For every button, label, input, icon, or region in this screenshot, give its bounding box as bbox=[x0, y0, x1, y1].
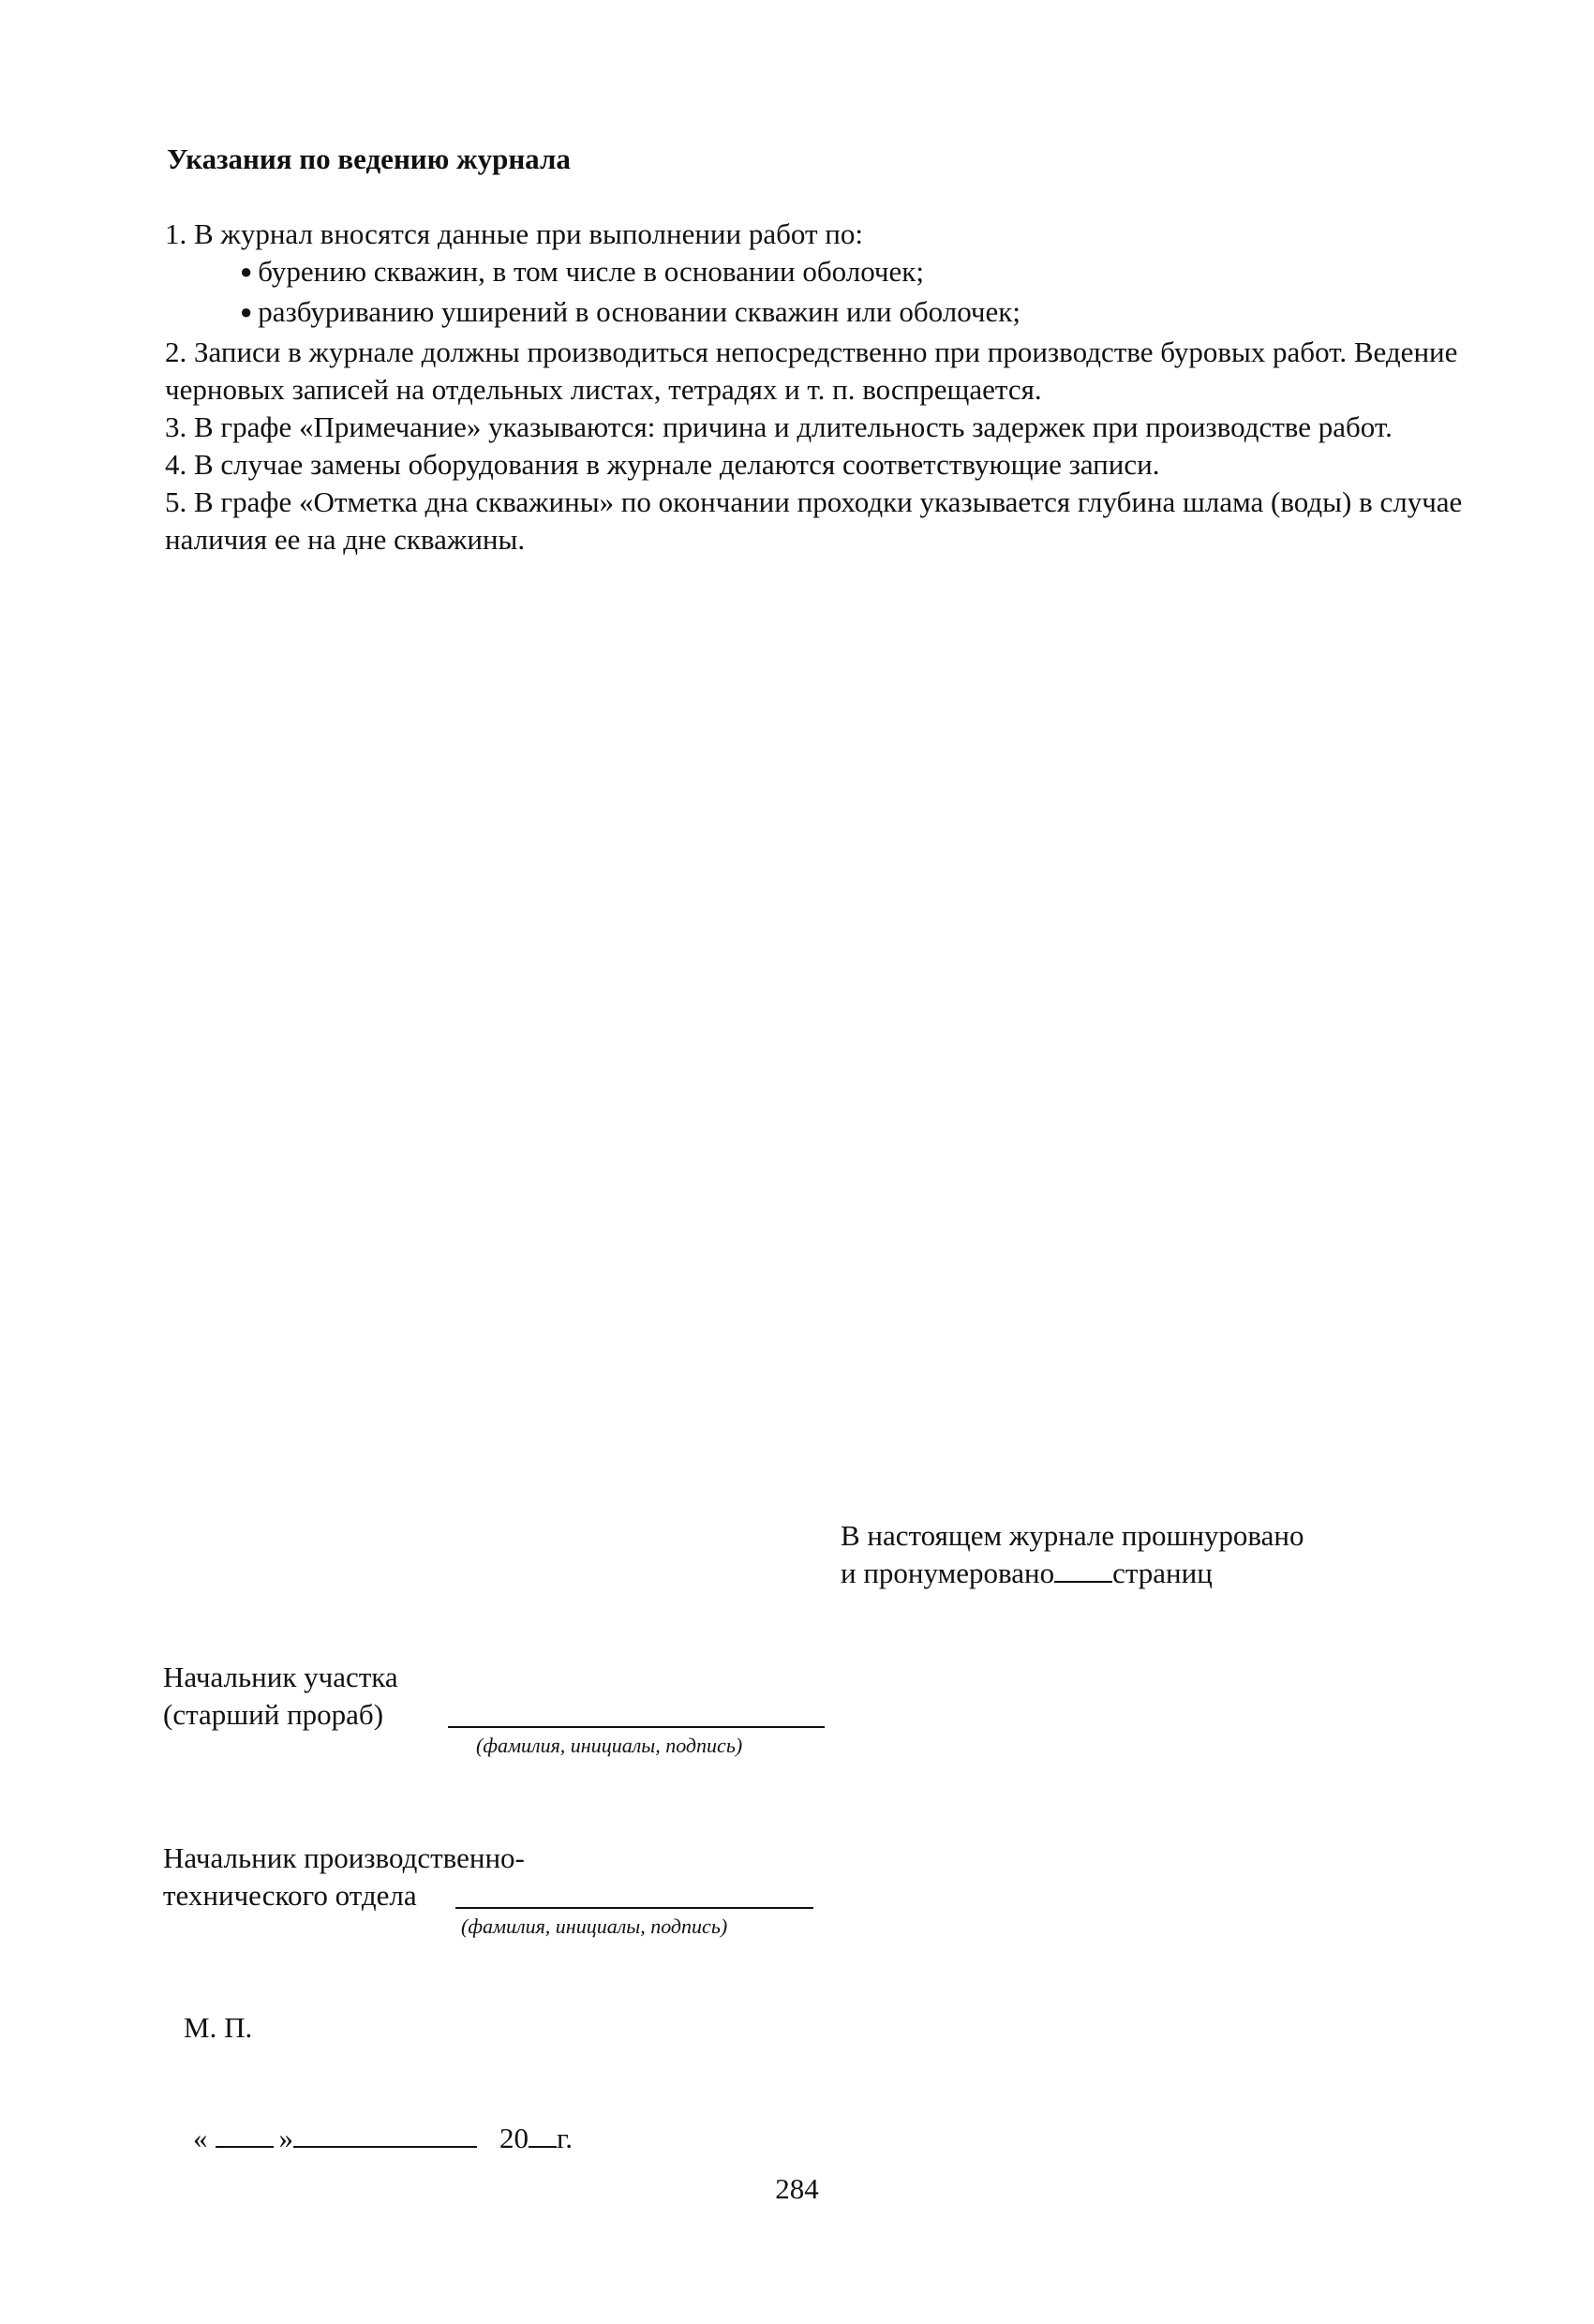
year-blank[interactable] bbox=[529, 2146, 557, 2148]
instruction-bullet-2: ● разбуриванию уширений в основании скважин или оболочек; bbox=[240, 295, 1020, 328]
stitching-line-1: В настоящем журнале прошнуровано bbox=[841, 1519, 1304, 1552]
bullet-icon: ● bbox=[240, 300, 253, 323]
date-line: « » 20 г. bbox=[193, 2122, 573, 2154]
page-count-blank[interactable] bbox=[1054, 1581, 1112, 1583]
instruction-item-4: 4. В случае замены оборудования в журнале делаются соответствующие записи. bbox=[165, 448, 1160, 481]
instruction-bullet-1: ● бурению скважин, в том числе в основании оболочек; bbox=[240, 255, 924, 288]
instruction-item-3: 3. В графе «Примечание» указываются: причина и длительность задержек при производстве работ. bbox=[165, 410, 1393, 443]
signature-2-line[interactable] bbox=[455, 1907, 813, 1909]
signature-1-label: Начальник участка (старший прораб) bbox=[163, 1661, 398, 1731]
signature-2-label: Начальник производственно- технического отдела bbox=[163, 1841, 525, 1912]
stitching-note bbox=[841, 1517, 1304, 1592]
stitching-line-2: и пронумеровано страниц bbox=[841, 1557, 1213, 1589]
signature-2-caption: (фамилия, инициалы, подпись) bbox=[461, 1914, 728, 1938]
page-title: Указания по ведению журнала bbox=[167, 142, 571, 175]
instruction-item-5: 5. В графе «Отметка дна скважины» по окончании проходки указывается глубина шлама (воды) в случае наличия ее на дне скважины. bbox=[165, 485, 1463, 556]
stamp-place: М. П. bbox=[184, 2011, 253, 2044]
signature-1-caption: (фамилия, инициалы, подпись) bbox=[476, 1734, 743, 1757]
month-blank[interactable] bbox=[293, 2146, 477, 2148]
instruction-item-1: 1. В журнал вносятся данные при выполнении работ по: bbox=[165, 217, 863, 250]
instructions-list bbox=[165, 216, 1467, 559]
bullet-icon: ● bbox=[240, 260, 253, 283]
signature-1-line[interactable] bbox=[448, 1726, 825, 1728]
instruction-item-2: 2. Записи в журнале должны производиться непосредственно при производстве буровых работ. Ведение черновых записей на отдельных листах, тетрадях и т. п. воспрещается. bbox=[165, 335, 1458, 406]
day-blank[interactable] bbox=[216, 2146, 274, 2148]
page-number: 284 bbox=[775, 2172, 819, 2205]
